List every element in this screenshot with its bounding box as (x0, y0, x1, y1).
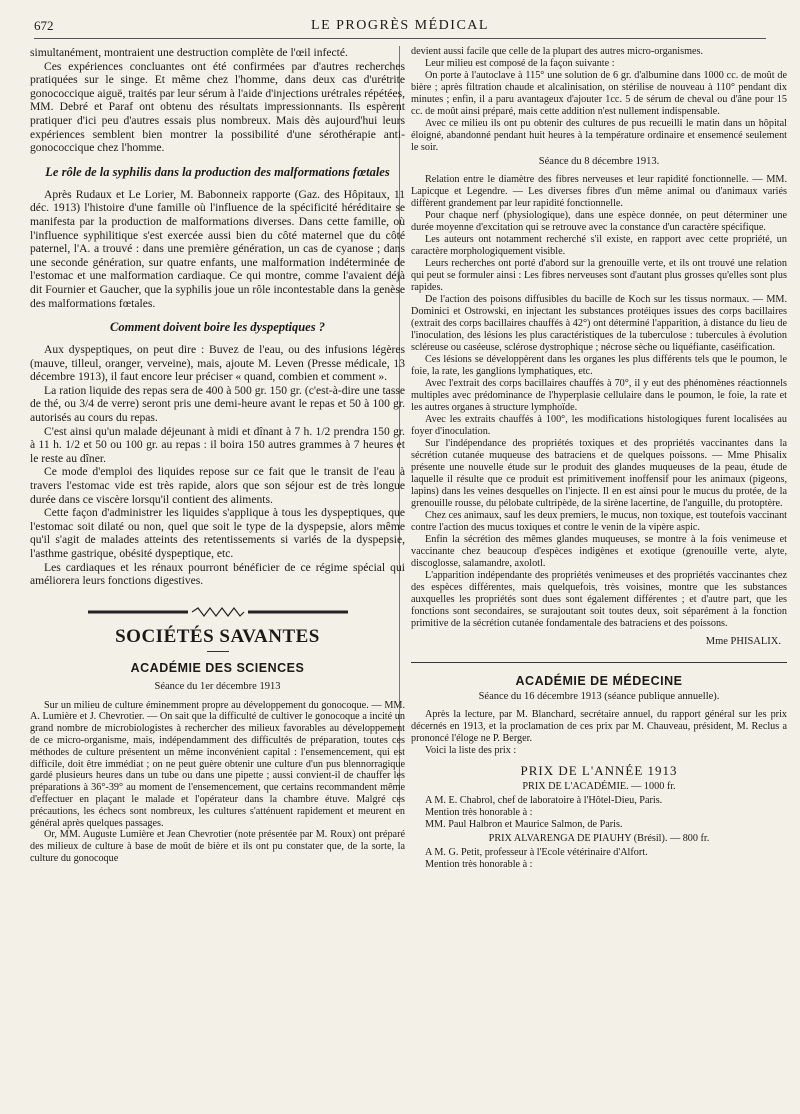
paragraph: Ce mode d'emploi des liquides repose sur ce fait que le transit de l'eau à travers l'estomac vide est très rapide, alors que son séjour est de très longue durée dans ce viscère lorsqu'il contient des aliments. (30, 465, 405, 506)
paragraph: Après la lecture, par M. Blanchard, secrétaire annuel, du rapport général sur les prix décernés en 1913, et la proclamation de ces prix par M. Chauveau, président, M. Reclus a prononcé l'éloge ne P. Berger. (411, 709, 787, 744)
paragraph: Ces expériences concluantes ont été confirmées par d'autres recherches pratiquées sur le singe. Et même chez l'homme, dans deux cas d'urétrite gonococcique aiguë, traités par leur sérum à l'aide d'injections urétrales répétées, MM. Debré et Paraf ont obtenu des résultats impressionnants. Ils espèrent pratiquer d'ici peu d'autres essais plus nombreux. Mais dès aujourd'hui leurs expériences semblent bien montrer la possibilité d'une sérothérapie anti-gonococcique chez l'homme. (30, 59, 405, 155)
paragraph: C'est ainsi qu'un malade déjeunant à midi et dînant à 7 h. 1/2 prendra 150 gr. à 11 h. 1/2 et 50 ou 100 gr. au repas : il boira 150 autres grammes à 7 heures et le reste au dîner. (30, 424, 405, 465)
header-rule (34, 38, 766, 39)
paragraph: L'apparition indépendante des propriétés venimeuses et des propriétés vaccinantes chez des espèces différentes, mais quelquefois, très voisines, montre que les substances auxquelles les propriétés sont dues sont également différentes ; et d'autre part, que les fonctions sont secondaires, se surajoutant soit toutes deux, soit séparément à la fonction primitive de la sécrétion cutanée fondamentale des batraciens et des poissons. (411, 570, 787, 629)
prix-line: A M. E. Chabrol, chef de laboratoire à l'Hôtel-Dieu, Paris. (425, 795, 663, 806)
prix-title: PRIX DE L'ANNÉE 1913 (520, 763, 678, 778)
paragraph: Chez ces animaux, sauf les deux premiers, le mucus, non toxique, est toutefois vaccinant contre l'action des mucus toxiques et contre le venin de la vipère aspic. (411, 510, 787, 533)
paragraph: Avec les extraits chauffés à 100°, les modifications histologiques furent localisées au foyer d'inoculation. (411, 414, 787, 437)
prix-line: Mention très honorable à : (425, 807, 533, 818)
page-number: 672 (34, 18, 54, 33)
prix-line: MM. Paul Halbron et Maurice Salmon, de Paris. (425, 819, 623, 830)
paragraph: Leurs recherches ont porté d'abord sur la grenouille verte, et ils ont trouvé une relation qui peut se formuler ainsi : Les fibres nerveuses sont d'autant plus grosses qu'elles sont plus rapides. (411, 258, 787, 293)
paragraph: simultanément, montraient une destruction complète de l'œil infecté. (30, 46, 348, 59)
paragraph: On porte à l'autoclave à 115° une solution de 6 gr. d'albumine dans 1000 cc. de moût de bière ; après filtration chaude et alcalinisation, on stérilise de nouveau à 110° pendant dix minutes ; enfin, il a paru avantageux d'ajouter 1cc. 5 de sérum de cheval ou d'âne pour 15 cc. de moût ainsi préparé, mais cette addition n'est nullement indispensable. (411, 70, 787, 117)
paragraph: La ration liquide des repas sera de 400 à 500 gr. 150 gr. (c'est-à-dire une tasse de thé, ou 3/4 de verre) seront pris une demi-heure avant le repas et 50 à 100 gr. autorisés au cours du repas. (30, 383, 405, 425)
left-column (30, 46, 405, 1110)
seance-date: Séance du 16 décembre 1913 (séance publique annuelle). (478, 691, 720, 702)
paragraph: Or, MM. Auguste Lumière et Jean Chevrotier (note présentée par M. Roux) ont préparé des milieux de culture à base de moût de bière et ils ont pu constater que, de la sorte, la culture du gonocoque (30, 829, 405, 864)
seance-date: Séance du 1er décembre 1913 (154, 680, 281, 692)
paragraph: Sur l'indépendance des propriétés toxiques et des propriétés vaccinantes dans la sécrétion cutanée muqueuse des batraciens et de quelques poissons. — Mme Phisalix présente une nouvelle étude sur le produit des glandes muqueuses de la peau, étude de laquelle il résulte que ce produit est primitivement inoffensif pour les animaux (pigeons, lapins) dans les veines desquelles on l'injecte. Il en est ainsi pour le mucus du protée, de la grenouille rousse, du pélobate cultripède, de la sirène lacertine, de l'anguille, du protoptère. (411, 438, 787, 509)
seance-date: Séance du 8 décembre 1913. (538, 156, 660, 167)
paragraph: Les cardiaques et les rénaux pourront bénéficier de ce régime spécial qui améliorera leurs fonctions digestives. (30, 560, 405, 588)
section-title-syphilis: Le rôle de la syphilis dans la production des malformations fœtales (45, 164, 390, 179)
section-rule (411, 662, 787, 663)
prix-line: A M. G. Petit, professeur à l'Ecole vétérinaire d'Alfort. (425, 847, 648, 858)
paragraph: Sur un milieu de culture éminemment propre au développement du gonocoque. — MM. A. Lumière et J. Chevrotier. — On sait que la difficulté de cultiver le gonocoque a incité un grand nombre de microbiologistes à rechercher des milieux favorables au développement de ce micro-organisme, mais, indépendamment des difficultés de préparation, toutes ces méthodes de culture présentent un même inconvénient capital : l'ensemencement, qui est difficile, doit être immédiat ; on ne peut guère obtenir une culture d'un pus blennorragique gardé plusieurs heures dans un tube ou dans une pipette ; aussi convient-il de chauffer les préparations à 36°-39° au moment de l'ensemencement, que certains recommandent même d'effectuer en plaçant le malade et l'opérateur dans la chambre étuve. Malgré ces précautions, les échecs sont nombreux, les cultures s'atténuent rapidement et meurent en général après quelques passages. (30, 699, 405, 829)
journal-title: LE PROGRÈS MÉDICAL (311, 18, 489, 33)
paragraph: Enfin la sécrétion des mêmes glandes muqueuses, se montre à la fois venimeuse et vaccinante chez beaucoup d'espèces indigènes et exotique (grenouille verte, alyte, discoglosse, salamandre, axolotl. (411, 534, 787, 569)
prix-line: Mention très honorable à : (425, 859, 533, 870)
paragraph: Ces lésions se développèrent dans les organes les plus différents tels que le poumon, le foie, la rate, les ganglions lymphatiques, etc. (411, 354, 787, 377)
paragraph: Pour chaque nerf (physiologique), dans une espèce donnée, on peut déterminer une durée moyenne d'excitation qui se retrouve avec la constance d'un caractère spécifique. (411, 210, 787, 233)
paragraph: devient aussi facile que celle de la plupart des autres micro-organismes. (411, 46, 704, 57)
paragraph: Aux dyspeptiques, on peut dire : Buvez de l'eau, ou des infusions légères (mauve, tilleul, oranger, verveine), mais, ajoute M. Leven (Presse médicale, 13 décembre 1913), il faut encore leur préciser « quand, combien et comment ». (30, 343, 405, 384)
paragraph: De l'action des poisons diffusibles du bacille de Koch sur les tissus normaux. — MM. Dominici et Ostrowski, en injectant les substances protéiques issues des corps bacillaires (extrait des corps bacillaires chauffés à 42°) ont déterminé l'apparition, à distance du lieu de l'inoculation, des lésions les plus caractéristiques de la tuberculose : tubercules à évolution scléreuse ou caséeuse, sclérose dystrophique ; nécrose sèche ou liquéfiante, caséification. (411, 294, 787, 353)
paragraph: Les auteurs ont notamment recherché s'il existe, en rapport avec cette propriété, un caractère morphologiquement visible. (411, 234, 787, 257)
signature: Mme PHISALIX. (705, 636, 781, 647)
societes-savantes-heading: SOCIÉTÉS SAVANTES (115, 625, 320, 647)
academie-medecine-heading: ACADÉMIE DE MÉDECINE (515, 674, 683, 688)
prix-alvarenga-heading: PRIX ALVARENGA DE PIAUHY (Brésil). — 800 fr. (488, 833, 710, 844)
page-header (34, 18, 766, 38)
academie-sciences-heading: ACADÉMIE DES SCIENCES (130, 661, 305, 676)
ornament-divider (88, 606, 348, 618)
paragraph: Voici la liste des prix : (425, 745, 517, 756)
paragraph: Avec l'extrait des corps bacillaires chauffés à 70°, il y eut des phénomènes réactionnels multiples avec prédominance de l'hyperplasie cellulaire dans le poumon, le foie, la rate et les autres organes à structure lymphoïde. (411, 378, 787, 413)
paragraph: Avec ce milieu ils ont pu obtenir des cultures de pus recueilli le matin dans un hôpital éloigné, abandonné pendant huit heures à la température ordinaire et ensemencé seulement le soir. (411, 118, 787, 153)
paragraph: Cette façon d'administrer les liquides s'applique à tous les dyspeptiques, que l'estomac soit dilaté ou non, quel que soit le type de la dyspepsie, alors même qu'il s'agit de malades atteints des retentissements si variés de la dyspepsie, l'asthme gastrique, obésité dyspeptique, etc. (30, 506, 405, 560)
short-rule (207, 651, 229, 652)
paragraph: Leur milieu est composé de la façon suivante : (425, 58, 615, 69)
section-title-dyspeptic: Comment doivent boire les dyspeptiques ? (110, 320, 325, 335)
paragraph: Après Rudaux et Le Lorier, M. Babonneix rapporte (Gaz. des Hôpitaux, 11 déc. 1913) l'histoire d'une famille où l'influence de la spécificité héréditaire se manifesta par la production de malformations diverses. Dans cette famille, où l'influence syphilitique s'est exercée aussi bien du côté maternel que du côté paternel, l'A. a trouvé : dans une première génération, un cas de cyanose ; dans une seconde génération, sur quatre enfants, une malformation indéterminée de l'estomac et une malformation cardiaque. Ce qui montre, comme l'avaient déjà dit Fournier et Gaucher, que la syphilis joue un rôle incontestable dans la genèse des malformations fœtales. (30, 187, 405, 310)
right-column (411, 46, 787, 1110)
paragraph: Relation entre le diamètre des fibres nerveuses et leur rapidité fonctionnelle. — MM. Lapicque et Legendre. — Les diverses fibres d'un même animal ou d'animaux variés diffèrent grandement par leur rapidité fonctionnelle. (411, 174, 787, 209)
prix-academie-heading: PRIX DE L'ACADÉMIE. — 1000 fr. (522, 781, 676, 792)
